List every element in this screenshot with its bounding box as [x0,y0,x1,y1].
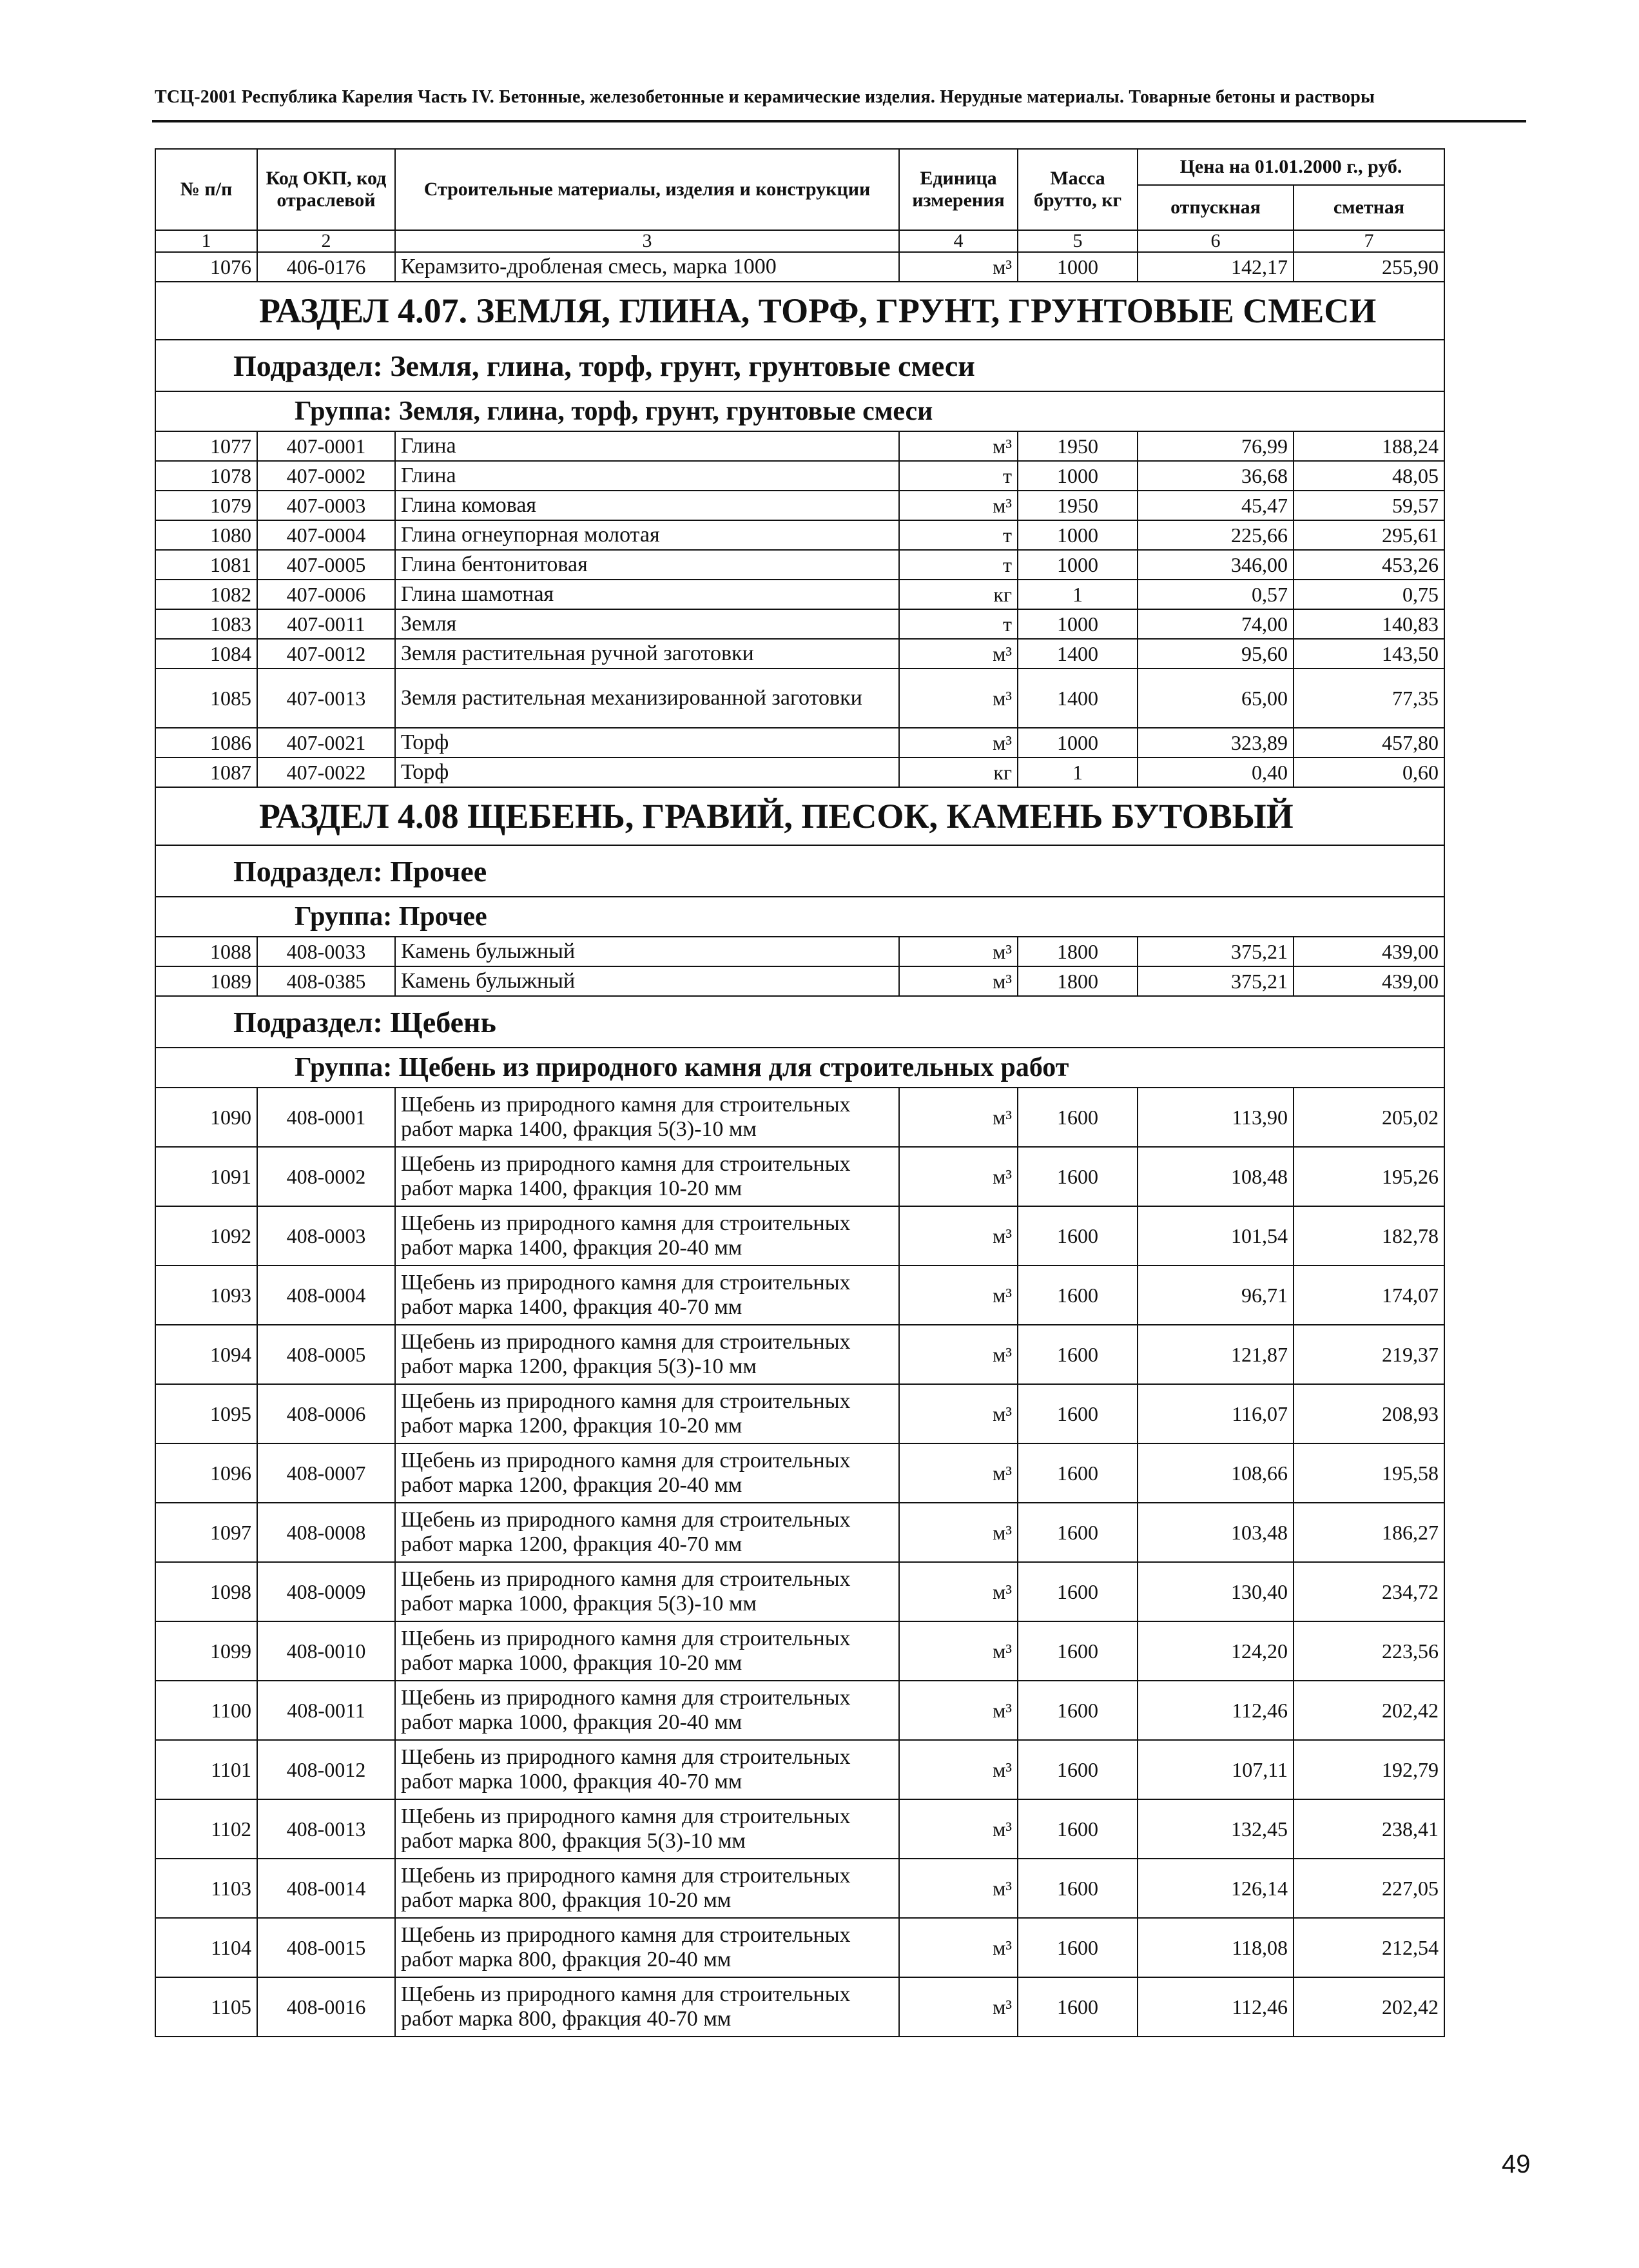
row-price-estimate: 174,07 [1294,1266,1444,1325]
row-mass: 1000 [1018,461,1138,491]
row-number: 1085 [155,669,257,728]
row-name: Щебень из природного камня для строительных работ марка 1200, фракция 5(3)-10 мм [395,1325,899,1384]
header-rule [152,120,1526,122]
row-code: 408-0010 [257,1621,395,1681]
row-mass: 1600 [1018,1325,1138,1384]
col-header-name: Строительные материалы, изделия и конструкции [395,149,899,230]
row-number: 1080 [155,520,257,550]
row-number: 1079 [155,491,257,520]
row-unit: м³ [899,1681,1018,1740]
table-row [155,1681,1444,1740]
group-title-row [155,897,1444,937]
row-code: 408-0004 [257,1266,395,1325]
row-number: 1096 [155,1443,257,1503]
row-price-estimate: 238,41 [1294,1799,1444,1859]
row-name: Глина [395,461,899,491]
row-mass: 1600 [1018,1621,1138,1681]
table-row [155,431,1444,461]
row-name: Щебень из природного камня для строительных работ марка 800, фракция 10-20 мм [395,1859,899,1918]
row-price-estimate: 205,02 [1294,1088,1444,1147]
row-unit: м³ [899,1740,1018,1799]
col-header-price-estimate: сметная [1294,185,1444,230]
table-row [155,1977,1444,2037]
col-header-unit: Единица измерения [899,149,1018,230]
section-title-row [155,787,1444,845]
row-price-release: 108,66 [1138,1443,1294,1503]
row-price-release: 130,40 [1138,1562,1294,1621]
row-number: 1087 [155,758,257,787]
row-code: 408-0005 [257,1325,395,1384]
table-row [155,491,1444,520]
row-unit: т [899,461,1018,491]
row-price-release: 112,46 [1138,1681,1294,1740]
row-code: 407-0011 [257,609,395,639]
row-name: Щебень из природного камня для строительных работ марка 1200, фракция 20-40 мм [395,1443,899,1503]
row-name: Камень булыжный [395,966,899,996]
row-number: 1091 [155,1147,257,1206]
row-mass: 1600 [1018,1206,1138,1266]
row-price-estimate: 192,79 [1294,1740,1444,1799]
row-unit: кг [899,758,1018,787]
subsection-title-row [155,996,1444,1048]
row-price-estimate: 227,05 [1294,1859,1444,1918]
row-unit: м³ [899,491,1018,520]
row-price-release: 101,54 [1138,1206,1294,1266]
subsection-title: Подраздел: Щебень [155,996,1444,1048]
row-mass: 1800 [1018,966,1138,996]
row-mass: 1800 [1018,937,1138,966]
column-number: 2 [257,230,395,252]
row-code: 406-0176 [257,252,395,282]
row-mass: 1000 [1018,252,1138,282]
row-price-release: 0,57 [1138,580,1294,609]
row-mass: 1600 [1018,1503,1138,1562]
row-number: 1082 [155,580,257,609]
row-name: Глина шамотная [395,580,899,609]
row-price-release: 108,48 [1138,1147,1294,1206]
row-code: 408-0014 [257,1859,395,1918]
row-name: Щебень из природного камня для строительных работ марка 1200, фракция 10-20 мм [395,1384,899,1443]
row-price-estimate: 208,93 [1294,1384,1444,1443]
row-unit: м³ [899,1147,1018,1206]
row-code: 408-0015 [257,1918,395,1977]
row-price-estimate: 182,78 [1294,1206,1444,1266]
row-price-release: 375,21 [1138,966,1294,996]
row-code: 408-0012 [257,1740,395,1799]
row-price-estimate: 439,00 [1294,937,1444,966]
row-code: 408-0001 [257,1088,395,1147]
subsection-title: Подраздел: Прочее [155,845,1444,897]
section-title: РАЗДЕЛ 4.08 ЩЕБЕНЬ, ГРАВИЙ, ПЕСОК, КАМЕНЬ БУТОВЫЙ [155,787,1444,845]
row-mass: 1950 [1018,491,1138,520]
row-price-estimate: 195,58 [1294,1443,1444,1503]
row-price-release: 112,46 [1138,1977,1294,2037]
group-title: Группа: Прочее [155,897,1444,937]
row-unit: м³ [899,966,1018,996]
table-row [155,1918,1444,1977]
row-price-release: 45,47 [1138,491,1294,520]
row-mass: 1600 [1018,1799,1138,1859]
row-number: 1098 [155,1562,257,1621]
row-mass: 1 [1018,580,1138,609]
table-row [155,550,1444,580]
row-price-estimate: 0,75 [1294,580,1444,609]
row-number: 1101 [155,1740,257,1799]
column-number: 4 [899,230,1018,252]
row-name: Щебень из природного камня для строительных работ марка 1000, фракция 5(3)-10 мм [395,1562,899,1621]
row-number: 1100 [155,1681,257,1740]
row-mass: 1000 [1018,728,1138,758]
row-name: Щебень из природного камня для строительных работ марка 1200, фракция 40-70 мм [395,1503,899,1562]
row-name: Щебень из природного камня для строительных работ марка 1000, фракция 20-40 мм [395,1681,899,1740]
row-number: 1102 [155,1799,257,1859]
row-unit: м³ [899,1621,1018,1681]
row-name: Земля растительная механизированной заготовки [395,669,899,728]
row-name: Торф [395,728,899,758]
row-mass: 1600 [1018,1443,1138,1503]
row-name: Щебень из природного камня для строительных работ марка 1400, фракция 5(3)-10 мм [395,1088,899,1147]
row-number: 1090 [155,1088,257,1147]
row-price-release: 323,89 [1138,728,1294,758]
row-code: 408-0007 [257,1443,395,1503]
row-price-release: 142,17 [1138,252,1294,282]
row-name: Керамзито-дробленая смесь, марка 1000 [395,252,899,282]
row-number: 1083 [155,609,257,639]
row-mass: 1600 [1018,1977,1138,2037]
row-price-estimate: 195,26 [1294,1147,1444,1206]
row-number: 1077 [155,431,257,461]
row-price-estimate: 453,26 [1294,550,1444,580]
row-number: 1093 [155,1266,257,1325]
row-name: Камень булыжный [395,937,899,966]
row-name: Земля [395,609,899,639]
row-mass: 1400 [1018,669,1138,728]
row-price-release: 96,71 [1138,1266,1294,1325]
row-price-estimate: 48,05 [1294,461,1444,491]
row-mass: 1600 [1018,1147,1138,1206]
row-price-estimate: 0,60 [1294,758,1444,787]
row-price-release: 225,66 [1138,520,1294,550]
row-price-release: 107,11 [1138,1740,1294,1799]
row-unit: м³ [899,1859,1018,1918]
row-price-estimate: 212,54 [1294,1918,1444,1977]
row-name: Щебень из природного камня для строительных работ марка 800, фракция 20-40 мм [395,1918,899,1977]
row-price-release: 65,00 [1138,669,1294,728]
row-unit: т [899,520,1018,550]
row-name: Глина бентонитовая [395,550,899,580]
row-mass: 1000 [1018,520,1138,550]
row-number: 1095 [155,1384,257,1443]
row-code: 407-0005 [257,550,395,580]
row-mass: 1600 [1018,1859,1138,1918]
row-price-release: 121,87 [1138,1325,1294,1384]
row-price-release: 74,00 [1138,609,1294,639]
row-number: 1092 [155,1206,257,1266]
group-title: Группа: Земля, глина, торф, грунт, грунтовые смеси [155,391,1444,431]
col-header-mass: Масса брутто, кг [1018,149,1138,230]
row-mass: 1600 [1018,1266,1138,1325]
row-unit: м³ [899,1206,1018,1266]
row-price-estimate: 143,50 [1294,639,1444,669]
column-number: 1 [155,230,257,252]
section-title-row [155,282,1444,340]
row-code: 408-0003 [257,1206,395,1266]
row-name: Щебень из природного камня для строительных работ марка 1400, фракция 40-70 мм [395,1266,899,1325]
subsection-title-row [155,845,1444,897]
table-header [155,149,1444,252]
row-mass: 1600 [1018,1562,1138,1621]
row-unit: м³ [899,1384,1018,1443]
table-row [155,520,1444,550]
page-header: ТСЦ-2001 Республика Карелия Часть IV. Бетонные, железобетонные и керамические изделия. Нерудные материалы. Товарные бетоны и растворы [155,87,1375,107]
table-row [155,609,1444,639]
row-price-release: 118,08 [1138,1918,1294,1977]
row-mass: 1600 [1018,1088,1138,1147]
row-unit: м³ [899,1977,1018,2037]
row-code: 407-0002 [257,461,395,491]
row-name: Глина [395,431,899,461]
row-code: 407-0021 [257,728,395,758]
row-name: Щебень из природного камня для строительных работ марка 1400, фракция 20-40 мм [395,1206,899,1266]
table-row [155,1088,1444,1147]
row-unit: м³ [899,669,1018,728]
row-name: Глина комовая [395,491,899,520]
row-price-release: 76,99 [1138,431,1294,461]
table-row [155,1384,1444,1443]
row-name: Земля растительная ручной заготовки [395,639,899,669]
subsection-title: Подраздел: Земля, глина, торф, грунт, грунтовые смеси [155,340,1444,391]
row-price-estimate: 140,83 [1294,609,1444,639]
row-price-release: 375,21 [1138,937,1294,966]
row-price-estimate: 202,42 [1294,1681,1444,1740]
row-code: 408-0008 [257,1503,395,1562]
row-price-estimate: 223,56 [1294,1621,1444,1681]
group-title-row [155,391,1444,431]
col-header-price-group: Цена на 01.01.2000 г., руб. [1138,149,1444,185]
table-row [155,1503,1444,1562]
column-number: 6 [1138,230,1294,252]
row-number: 1105 [155,1977,257,2037]
row-code: 407-0013 [257,669,395,728]
table-row [155,1621,1444,1681]
row-name: Глина огнеупорная молотая [395,520,899,550]
row-unit: м³ [899,1918,1018,1977]
row-number: 1088 [155,937,257,966]
row-mass: 1400 [1018,639,1138,669]
row-price-estimate: 202,42 [1294,1977,1444,2037]
row-mass: 1950 [1018,431,1138,461]
table-row [155,1147,1444,1206]
row-code: 408-0385 [257,966,395,996]
row-code: 407-0012 [257,639,395,669]
row-number: 1084 [155,639,257,669]
row-unit: м³ [899,1503,1018,1562]
section-title: РАЗДЕЛ 4.07. ЗЕМЛЯ, ГЛИНА, ТОРФ, ГРУНТ, ГРУНТОВЫЕ СМЕСИ [155,282,1444,340]
table-row [155,1325,1444,1384]
row-unit: м³ [899,431,1018,461]
row-number: 1089 [155,966,257,996]
table-row [155,966,1444,996]
col-header-code: Код ОКП, код отраслевой [257,149,395,230]
row-code: 408-0016 [257,1977,395,2037]
row-price-estimate: 234,72 [1294,1562,1444,1621]
group-title: Группа: Щебень из природного камня для строительных работ [155,1048,1444,1088]
row-code: 408-0033 [257,937,395,966]
column-number: 5 [1018,230,1138,252]
row-price-release: 126,14 [1138,1859,1294,1918]
subsection-title-row [155,340,1444,391]
row-code: 408-0006 [257,1384,395,1443]
row-price-estimate: 457,80 [1294,728,1444,758]
row-unit: м³ [899,1443,1018,1503]
row-price-release: 0,40 [1138,758,1294,787]
row-number: 1104 [155,1918,257,1977]
group-title-row [155,1048,1444,1088]
row-price-release: 346,00 [1138,550,1294,580]
row-price-release: 95,60 [1138,639,1294,669]
row-number: 1081 [155,550,257,580]
table-row [155,639,1444,669]
table-row [155,1859,1444,1918]
row-code: 407-0001 [257,431,395,461]
column-number: 3 [395,230,899,252]
row-price-estimate: 439,00 [1294,966,1444,996]
table-row [155,1206,1444,1266]
row-name: Щебень из природного камня для строительных работ марка 1000, фракция 10-20 мм [395,1621,899,1681]
row-code: 408-0013 [257,1799,395,1859]
row-unit: м³ [899,1325,1018,1384]
row-code: 407-0003 [257,491,395,520]
row-unit: м³ [899,937,1018,966]
row-price-estimate: 186,27 [1294,1503,1444,1562]
table-row [155,461,1444,491]
row-unit: м³ [899,1266,1018,1325]
price-table [155,148,1445,2037]
table-row [155,1562,1444,1621]
row-code: 407-0006 [257,580,395,609]
column-numbers-row [155,230,1444,252]
row-price-estimate: 219,37 [1294,1325,1444,1384]
table-row [155,1443,1444,1503]
row-unit: м³ [899,639,1018,669]
table-row [155,580,1444,609]
row-code: 408-0002 [257,1147,395,1206]
row-price-release: 132,45 [1138,1799,1294,1859]
row-code: 408-0009 [257,1562,395,1621]
row-name: Щебень из природного камня для строительных работ марка 1000, фракция 40-70 мм [395,1740,899,1799]
row-mass: 1600 [1018,1384,1138,1443]
row-price-release: 103,48 [1138,1503,1294,1562]
row-price-estimate: 77,35 [1294,669,1444,728]
row-number: 1103 [155,1859,257,1918]
table-row [155,728,1444,758]
table-row [155,252,1444,282]
row-mass: 1 [1018,758,1138,787]
row-name: Щебень из природного камня для строительных работ марка 1400, фракция 10-20 мм [395,1147,899,1206]
row-mass: 1600 [1018,1681,1138,1740]
row-price-estimate: 255,90 [1294,252,1444,282]
row-unit: т [899,550,1018,580]
row-unit: м³ [899,1562,1018,1621]
table-body [155,252,1444,2037]
row-code: 407-0022 [257,758,395,787]
row-mass: 1600 [1018,1740,1138,1799]
row-number: 1099 [155,1621,257,1681]
row-price-release: 113,90 [1138,1088,1294,1147]
row-number: 1097 [155,1503,257,1562]
row-price-release: 116,07 [1138,1384,1294,1443]
row-unit: м³ [899,1799,1018,1859]
row-price-release: 124,20 [1138,1621,1294,1681]
col-header-price-release: отпускная [1138,185,1294,230]
row-number: 1086 [155,728,257,758]
table-row [155,1740,1444,1799]
col-header-num: № п/п [155,149,257,230]
table-row [155,937,1444,966]
row-unit: м³ [899,1088,1018,1147]
row-price-release: 36,68 [1138,461,1294,491]
row-number: 1094 [155,1325,257,1384]
row-number: 1076 [155,252,257,282]
row-mass: 1000 [1018,550,1138,580]
table-row [155,758,1444,787]
row-name: Торф [395,758,899,787]
row-unit: м³ [899,728,1018,758]
row-mass: 1600 [1018,1918,1138,1977]
row-unit: м³ [899,252,1018,282]
row-price-estimate: 295,61 [1294,520,1444,550]
row-mass: 1000 [1018,609,1138,639]
table-row [155,669,1444,728]
row-code: 407-0004 [257,520,395,550]
row-code: 408-0011 [257,1681,395,1740]
row-unit: т [899,609,1018,639]
column-number: 7 [1294,230,1444,252]
row-price-estimate: 188,24 [1294,431,1444,461]
row-number: 1078 [155,461,257,491]
row-name: Щебень из природного камня для строительных работ марка 800, фракция 40-70 мм [395,1977,899,2037]
row-price-estimate: 59,57 [1294,491,1444,520]
row-unit: кг [899,580,1018,609]
table-row [155,1799,1444,1859]
table-row [155,1266,1444,1325]
row-name: Щебень из природного камня для строительных работ марка 800, фракция 5(3)-10 мм [395,1799,899,1859]
page-number: 49 [1502,2150,1531,2178]
